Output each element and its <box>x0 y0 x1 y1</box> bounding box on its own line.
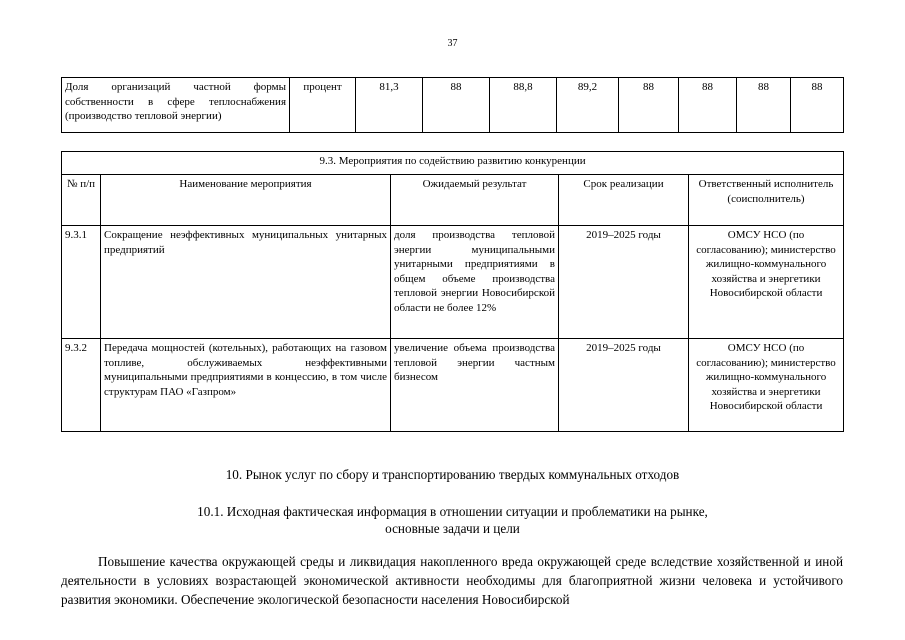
indicator-unit: процент <box>290 78 356 133</box>
row-result: доля производства тепловой энергии муниципальными унитарными предприятиями в общем объеме производства тепловой энергии Новосибирской области не более 12% <box>391 226 559 339</box>
header-responsible: Ответственный исполнитель (соисполнитель) <box>689 175 844 226</box>
indicator-value: 88,8 <box>490 78 557 133</box>
row-name: Передача мощностей (котельных), работающих на газовом топливе, обслуживаемых неэффективными муниципальными предприятиями в концессию, в том числе структурам ПАО «Газпром» <box>101 339 391 432</box>
header-term: Срок реализации <box>559 175 689 226</box>
row-term: 2019–2025 годы <box>559 226 689 339</box>
indicator-value: 89,2 <box>557 78 619 133</box>
row-num: 9.3.2 <box>62 339 101 432</box>
section-10-1-heading-line1: 10.1. Исходная фактическая информация в отношении ситуации и проблематики на рынке, <box>197 504 708 519</box>
page-number: 37 <box>447 38 458 49</box>
header-num: № п/п <box>62 175 101 226</box>
row-name: Сокращение неэффективных муниципальных унитарных предприятий <box>101 226 391 339</box>
table-row <box>62 152 844 175</box>
indicator-value: 88 <box>679 78 737 133</box>
row-term: 2019–2025 годы <box>559 339 689 432</box>
indicator-value: 88 <box>619 78 679 133</box>
row-responsible: ОМСУ НСО (по согласованию); министерство жилищно-коммунального хозяйства и энергетики Новосибирской области <box>689 339 844 432</box>
row-num: 9.3.1 <box>62 226 101 339</box>
table-row <box>62 339 844 432</box>
indicator-value: 88 <box>423 78 490 133</box>
table-row <box>62 78 844 133</box>
indicator-name: Доля организаций частной формы собственности в сфере теплоснабжения (производство тепловой энергии) <box>62 78 290 133</box>
indicator-table <box>61 77 844 133</box>
section-title: 9.3. Мероприятия по содействию развитию конкуренции <box>62 152 844 175</box>
table-row <box>62 226 844 339</box>
table-header-row <box>62 175 844 226</box>
measures-table <box>61 151 844 432</box>
indicator-value: 81,3 <box>356 78 423 133</box>
indicator-value: 88 <box>791 78 844 133</box>
row-responsible: ОМСУ НСО (по согласованию); министерство жилищно-коммунального хозяйства и энергетики Новосибирской области <box>689 226 844 339</box>
section-10-1-heading-line2: основные задачи и цели <box>385 521 520 536</box>
header-result: Ожидаемый результат <box>391 175 559 226</box>
body-paragraph: Повышение качества окружающей среды и ликвидация накопленного вреда окружающей среде вследствие хозяйственной и иной деятельности в условиях возрастающей экономической активности необходимы для благоприятной жизни человека и устойчивого развития экономики. Обеспечение экологической безопасности населения Новосибирской <box>61 554 843 607</box>
section-10-heading: 10. Рынок услуг по сбору и транспортированию твердых коммунальных отходов <box>225 467 680 482</box>
indicator-value: 88 <box>737 78 791 133</box>
row-result: увеличение объема производства тепловой энергии частным бизнесом <box>391 339 559 432</box>
section-10-1-heading <box>0 503 905 537</box>
header-name: Наименование мероприятия <box>101 175 391 226</box>
